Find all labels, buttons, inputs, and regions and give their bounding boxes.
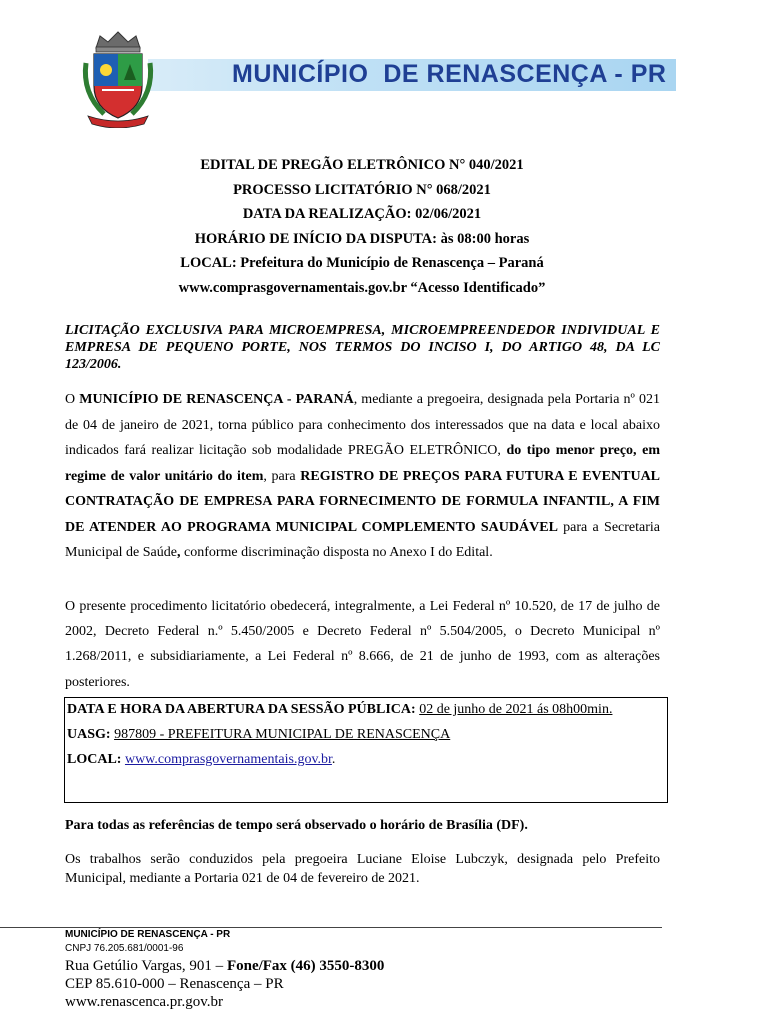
footer-municipality: MUNICÍPIO DE RENASCENÇA - PR xyxy=(65,929,231,940)
uasg-value: 987809 - PREFEITURA MUNICIPAL DE RENASCENÇA xyxy=(114,727,451,742)
intro-text-4: para a Secretaria Municipal de Saúde xyxy=(65,519,660,560)
realization-date: DATA DA REALIZAÇÃO: 02/06/2021 xyxy=(242,206,482,222)
intro-price-type: do tipo menor preço, em regime de valor unitário do item xyxy=(65,443,660,484)
exclusive-notice: LICITAÇÃO EXCLUSIVA PARA MICROEMPRESA, MICROEMPREENDEDOR INDIVIDUAL E EMPRESA DE PEQUENO PORTE, NOS TERMOS DO INCISO I, DO ARTIGO 48, DA LC 123/2006. xyxy=(65,323,660,372)
intro-municipality: MUNICÍPIO DE RENASCENÇA - PARANÁ xyxy=(79,392,354,407)
intro-text-1: O xyxy=(65,392,80,407)
intro-object: REGISTRO DE PREÇOS PARA FUTURA E EVENTUAL CONTRATAÇÃO DE EMPRESA PARA FORNECIMENTO DE FORMULA INFANTIL, A FIM DE ATENDER AO PROGRAMA MUNICIPAL COMPLEMENTO SAUDÁVEL xyxy=(65,468,661,535)
dispute-start-time: HORÁRIO DE INÍCIO DA DISPUTA: às 08:00 horas xyxy=(194,230,530,247)
intro-comma: , xyxy=(176,545,181,560)
legal-paragraph: O presente procedimento licitatório obedecerá, integralmente, a Lei Federal nº 10.520, de 17 de julho de 2002, Decreto Federal n.º 5.450/2005 e Decreto Federal nº 5.504/2005, o Decreto Municipal nº 1.268/2011, e subsidiariamente, a Lei Federal nº 8.666, de 21 de junho de 1993, com as alterações posteriores. xyxy=(65,599,660,690)
coat-of-arms-icon xyxy=(78,28,158,128)
footer-divider xyxy=(0,927,662,928)
footer-website[interactable]: www.renascenca.pr.gov.br xyxy=(65,994,223,1010)
location: LOCAL: Prefeitura do Município de Renascença – Paraná xyxy=(180,255,544,271)
process-number: PROCESSO LICITATÓRIO N° 068/2021 xyxy=(233,181,491,198)
edital-titles xyxy=(62,153,662,300)
edital-number: EDITAL DE PREGÃO ELETRÔNICO N° 040/2021 xyxy=(200,157,524,173)
uasg-label: UASG: xyxy=(67,727,111,742)
opening-line xyxy=(67,698,659,722)
uasg-line xyxy=(67,722,659,747)
footer-phone: Fone/Fax (46) 3550-8300 xyxy=(226,958,385,974)
intro-text-5: conforme discriminação disposta no Anexo I do Edital. xyxy=(180,545,493,560)
footer-address: Rua Getúlio Vargas, 901 – xyxy=(65,958,227,974)
opening-value: 02 de junho de 2021 ás 08h00min. xyxy=(419,702,613,717)
portal-link[interactable]: www.comprasgovernamentais.gov.br xyxy=(124,752,332,767)
local-tail: . xyxy=(331,752,336,767)
footer-contact xyxy=(65,957,384,1011)
intro-paragraph xyxy=(65,387,660,566)
time-reference: Para todas as referências de tempo será observado o horário de Brasília (DF). xyxy=(65,818,528,833)
opening-label: DATA E HORA DA ABERTURA DA SESSÃO PÚBLICA: xyxy=(67,702,416,717)
municipality-title: MUNICÍPIO DE RENASCENÇA - PR xyxy=(232,60,667,88)
local-label: LOCAL: xyxy=(67,752,122,767)
local-line xyxy=(67,747,659,772)
intro-text-3: , para xyxy=(263,468,301,484)
session-info-box xyxy=(64,697,668,803)
intro-text-2: , mediante a pregoeira, designada pela Portaria nº 021 de 04 de janeiro de 2021, torna público para conhecimento dos interessados que na data e local abaixo indicados fará realizar licitação sob modalidade PREGÃO ELETRÔNICO, xyxy=(65,392,660,458)
footer-cnpj: CNPJ 76.205.681/0001-96 xyxy=(65,943,184,954)
works-paragraph: Os trabalhos serão conduzidos pela pregoeira Luciane Eloise Lubczyk, designada pelo Prefeito Municipal, mediante a Portaria 021 de 04 de fevereiro de 2021. xyxy=(65,852,660,886)
footer-cep: CEP 85.610-000 – Renascença – PR xyxy=(65,976,284,992)
portal-address: www.comprasgovernamentais.gov.br “Acesso Identificado” xyxy=(178,279,546,296)
footer-address-line xyxy=(65,957,384,975)
